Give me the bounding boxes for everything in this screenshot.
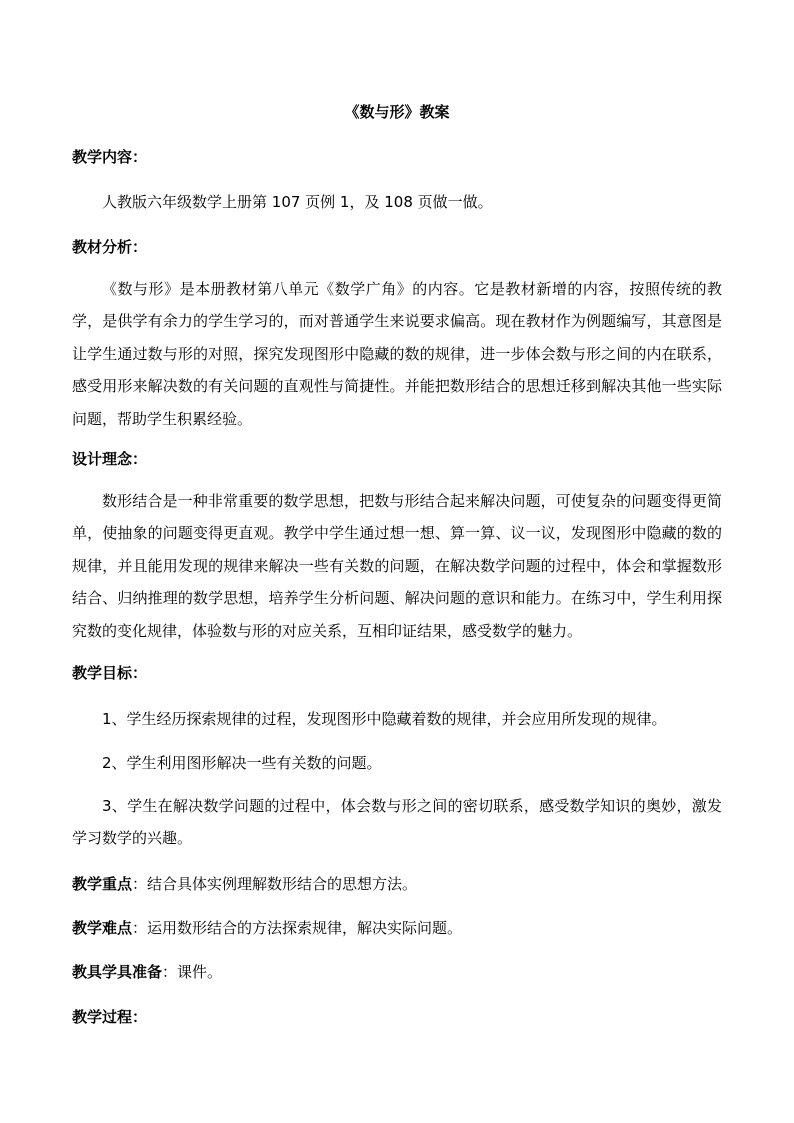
goal-item-2: 2、学生利用图形解决一些有关数的问题。 (102, 754, 382, 772)
goal-item-3: 3、学生在解决数学问题的过程中，体会数与形之间的密切联系，感受数学知识的奥妙，激发学习数学的兴趣。 (72, 797, 722, 848)
heading-process: 教学过程： (72, 1008, 148, 1026)
key-point-text: ：结合具体实例理解数形结合的思想方法。 (132, 875, 418, 893)
heading-teaching-goals: 教学目标： (72, 664, 148, 682)
materials-label: 教具学具准备 (72, 963, 163, 981)
heading-material-analysis: 教材分析： (72, 238, 148, 256)
material-analysis-text: 《数与形》是本册教材第八单元《数学广角》的内容。它是教材新增的内容，按照传统的教学，是供学有余力的学生学习的，而对普通学生来说要求偏高。现在教材作为例题编写，其意图是让学生通过数与形的对照，探究发现图形中隐藏的数的规律，进一步体会数与形之间的内在联系，感受用形来解决数的有关问题的直观性与简捷性。并能把数形结合的思想迁移到解决其他一些实际问题，帮助学生积累经验。 (72, 280, 722, 428)
document-title: 《数与形》教案 (344, 103, 450, 121)
difficult-point-label: 教学难点 (72, 919, 133, 937)
teaching-content-text: 人教版六年级数学上册第 107 页例 1，及 108 页做一做。 (102, 193, 493, 211)
difficult-point-row (72, 917, 462, 939)
document-page (72, 0, 722, 1123)
materials-row (72, 961, 222, 983)
design-concept-text: 数形结合是一种非常重要的数学思想，把数与形结合起来解决问题，可使复杂的问题变得更简单，使抽象的问题变得更直观。教学中学生通过想一想、算一算、议一议，发现图形中隐藏的数的规律，并且能用发现的规律来解决一些有关数的问题，在解决数学问题的过程中，体会和掌握数形结合、归纳推理的数学思想，培养学生分析问题、解决问题的意识和能力。在练习中，学生利用探究数的变化规律，体验数与形的对应关系，互相印证结果，感受数学的魅力。 (72, 492, 722, 640)
heading-teaching-content: 教学内容： (72, 148, 148, 166)
difficult-point-text: ：运用数形结合的方法探索规律，解决实际问题。 (132, 919, 463, 937)
key-point-label: 教学重点 (72, 875, 133, 893)
goal-item-1: 1、学生经历探索规律的过程，发现图形中隐藏着数的规律，并会应用所发现的规律。 (102, 710, 667, 728)
key-point-row (72, 873, 417, 895)
materials-text: ：课件。 (162, 963, 223, 981)
heading-design-concept: 设计理念： (72, 450, 148, 468)
